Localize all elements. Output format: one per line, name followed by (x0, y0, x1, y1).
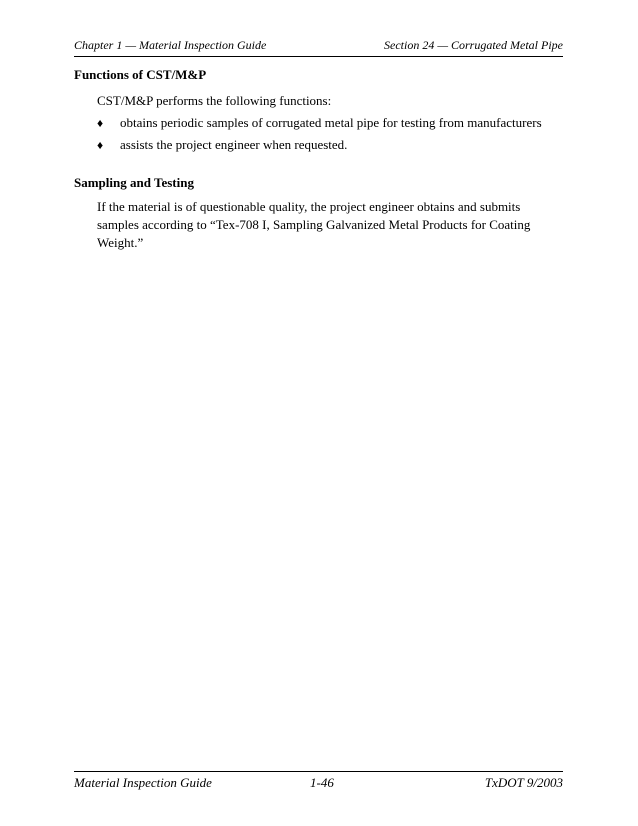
functions-intro: CST/M&P performs the following functions: (97, 93, 332, 108)
header-rule (74, 56, 563, 57)
diamond-bullet-icon: ♦ (97, 116, 104, 130)
section-heading-functions: Functions of CST/M&P (74, 67, 207, 82)
diamond-bullet-icon: ♦ (97, 138, 104, 152)
bullet-text: assists the project engineer when requested. (120, 137, 348, 152)
bullet-text: obtains periodic samples of corrugated metal pipe for testing from manufacturers (120, 115, 542, 130)
list-item (97, 115, 542, 131)
list-item (97, 137, 347, 153)
page-header (74, 38, 563, 53)
sampling-body: If the material is of questionable quality, the project engineer obtains and submits samples according to “Tex-708 I, Sampling Galvanized Metal Products for Coating Weight.” (97, 199, 531, 250)
footer-rule (74, 771, 563, 772)
page-number: 1-46 (310, 775, 334, 790)
footer-date: TxDOT 9/2003 (484, 775, 563, 790)
header-chapter: Chapter 1 — Material Inspection Guide (74, 38, 267, 52)
header-section: Section 24 — Corrugated Metal Pipe (384, 38, 563, 52)
footer-title: Material Inspection Guide (74, 775, 212, 790)
section-heading-sampling: Sampling and Testing (74, 175, 194, 190)
